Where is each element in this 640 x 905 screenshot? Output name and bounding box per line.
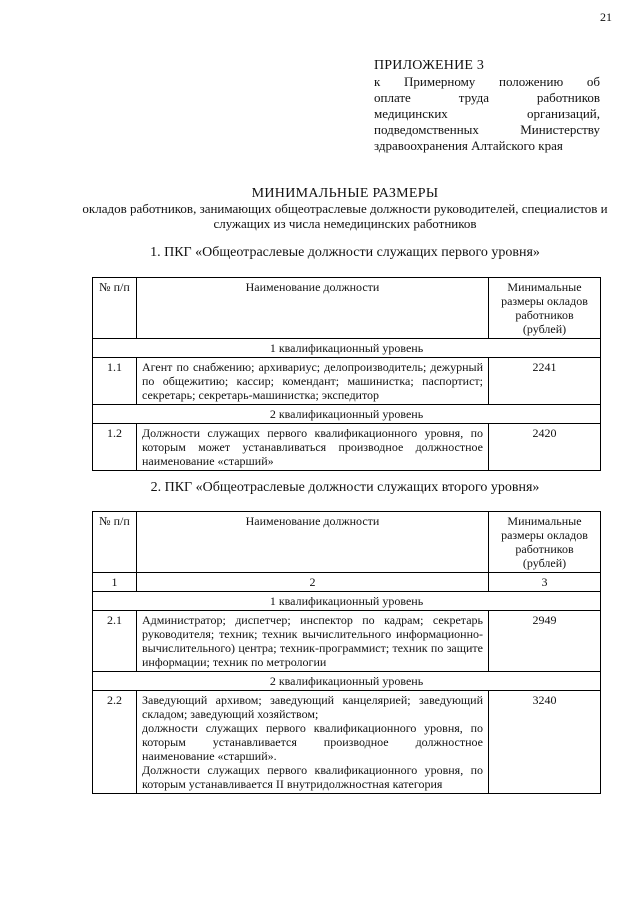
table-header-row <box>93 512 601 573</box>
level-label: 1 квалификационный уровень <box>93 339 601 358</box>
position-paragraph: должности служащих первого квалификационного уровня, по которым устанавливается производное должностное наименование «старший». <box>142 721 483 763</box>
level-row <box>93 339 601 358</box>
row-salary: 2949 <box>489 611 601 672</box>
row-number: 2.2 <box>93 691 137 794</box>
row-salary: 2241 <box>489 358 601 405</box>
row-position-name: Агент по снабжению; архивариус; делопроизводитель; дежурный по общежитию; кассир; комендант; машинистка; паспортист; секретарь; секретарь-машинистка; экспедитор <box>137 358 489 405</box>
document-title: МИНИМАЛЬНЫЕ РАЗМЕРЫ <box>251 186 439 201</box>
level-label: 2 квалификационный уровень <box>93 405 601 424</box>
section-2-table <box>92 511 601 794</box>
header-salary: Минимальные размеры окладов работников (рублей) <box>489 512 601 573</box>
column-number: 2 <box>137 573 489 592</box>
level-label: 1 квалификационный уровень <box>93 592 601 611</box>
column-number-row <box>93 573 601 592</box>
section-2-title: 2. ПКГ «Общеотраслевые должности служащих второго уровня» <box>150 480 540 495</box>
column-number: 3 <box>489 573 601 592</box>
header-salary: Минимальные размеры окладов работников (рублей) <box>489 278 601 339</box>
table-header-row <box>93 278 601 339</box>
header-no: № п/п <box>93 512 137 573</box>
table-row <box>93 358 601 405</box>
header-name: Наименование должности <box>137 278 489 339</box>
row-number: 2.1 <box>93 611 137 672</box>
level-row <box>93 672 601 691</box>
row-salary: 2420 <box>489 424 601 471</box>
appendix-line: подведомственных Министерству <box>374 122 600 137</box>
column-number: 1 <box>93 573 137 592</box>
document-subtitle: окладов работников, занимающих общеотраслевые должности руководителей, специалистов и служащих из числа немедицинских работников <box>82 201 608 231</box>
row-salary: 3240 <box>489 691 601 794</box>
table-row <box>93 691 601 794</box>
page-number: 21 <box>600 10 612 24</box>
appendix-title: ПРИЛОЖЕНИЕ 3 <box>374 58 485 73</box>
row-position-name: Администратор; диспетчер; инспектор по кадрам; секретарь руководителя; техник; техник вычислительного информационно-вычислительного) центра; техник-программист; техник по защите информации; техник по метрологии <box>137 611 489 672</box>
section-1-title: 1. ПКГ «Общеотраслевые должности служащих первого уровня» <box>150 245 540 260</box>
level-row <box>93 592 601 611</box>
row-number: 1.1 <box>93 358 137 405</box>
appendix-line: оплате труда работников <box>374 90 600 105</box>
table-row <box>93 611 601 672</box>
section-1-table <box>92 277 601 471</box>
row-position-name: Должности служащих первого квалификационного уровня, по которым может устанавливаться производное должностное наименование «старший» <box>137 424 489 471</box>
position-paragraph: Должности служащих первого квалификационного уровня, по которым устанавливается II внутридолжностная категория <box>142 763 483 791</box>
appendix-block <box>374 58 600 154</box>
level-row <box>93 405 601 424</box>
position-paragraph: Заведующий архивом; заведующий канцелярией; заведующий складом; заведующий хозяйством; <box>142 693 483 721</box>
table-row <box>93 424 601 471</box>
row-position-name <box>137 691 489 794</box>
row-number: 1.2 <box>93 424 137 471</box>
appendix-line: здравоохранения Алтайского края <box>374 138 563 153</box>
appendix-line: к Примерному положению об <box>374 74 600 89</box>
header-no: № п/п <box>93 278 137 339</box>
header-name: Наименование должности <box>137 512 489 573</box>
appendix-line: медицинских организаций, <box>374 106 600 121</box>
level-label: 2 квалификационный уровень <box>93 672 601 691</box>
